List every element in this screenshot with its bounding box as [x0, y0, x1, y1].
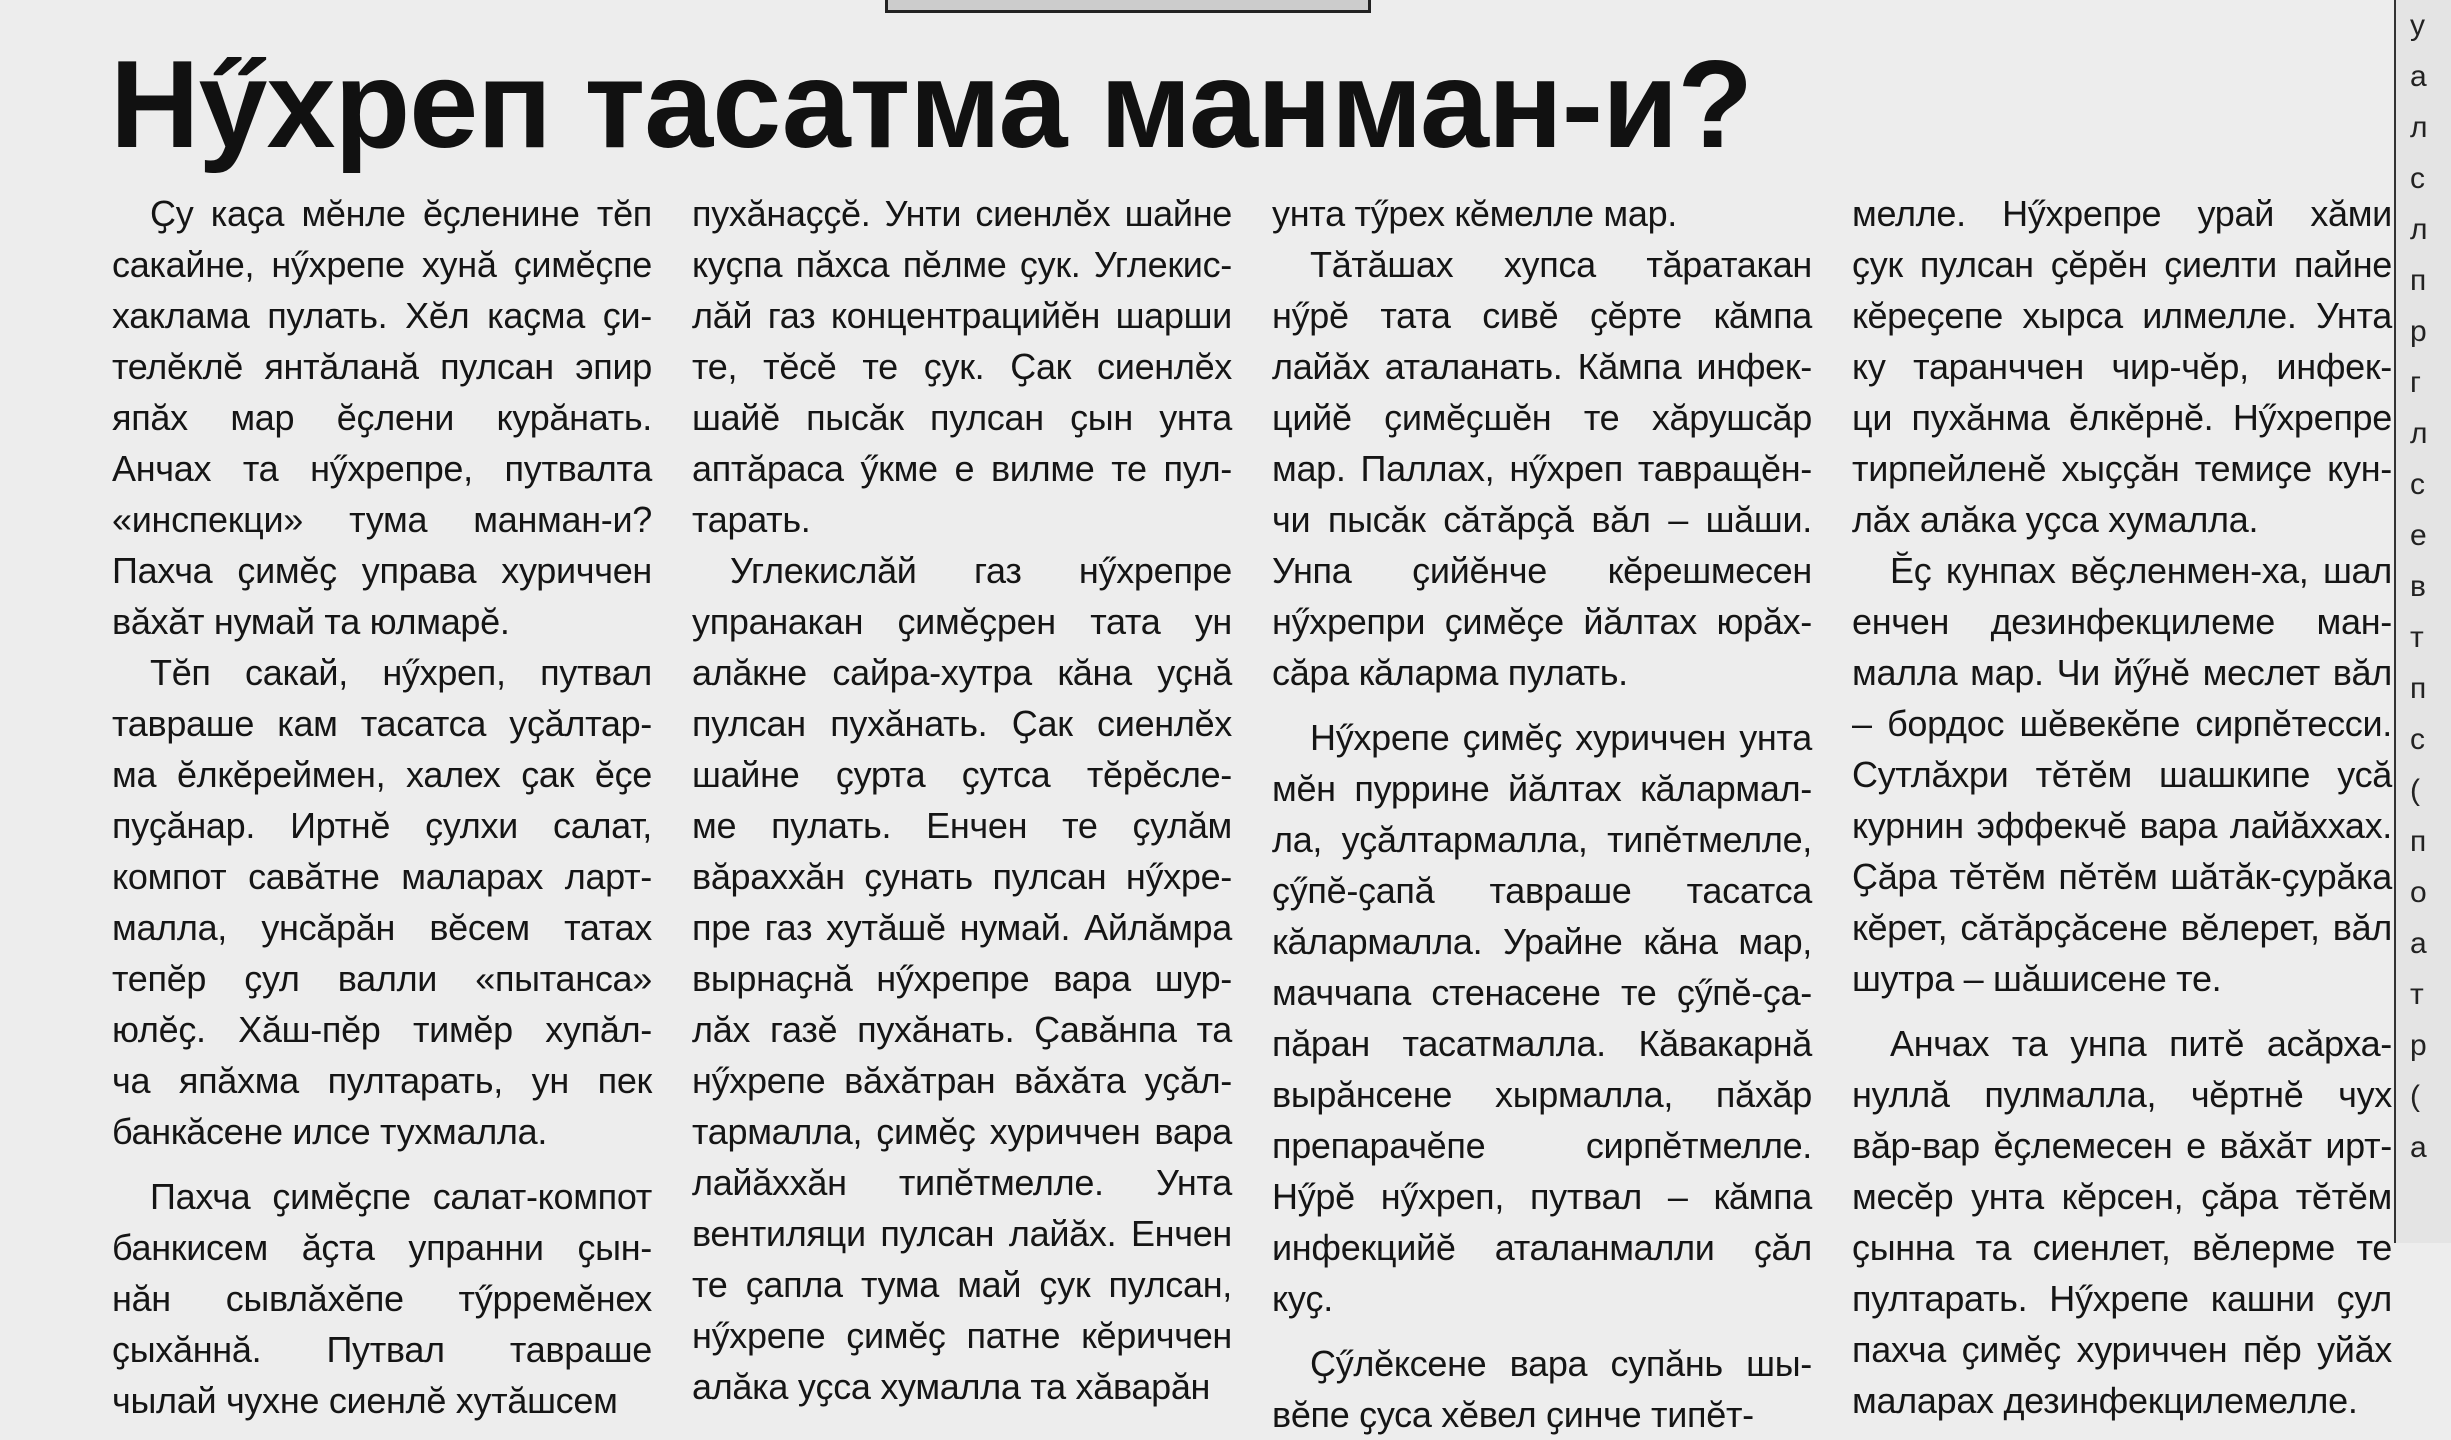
text-line: упранакан ҫимĕҫрен тата ун	[692, 601, 1232, 642]
text-line: чылай чухне сиенлĕ хутăшсем	[112, 1380, 618, 1421]
text-line: тепĕр ҫул валли «пытанса»	[112, 958, 652, 999]
text-line: Анчах та нӳхрепре, путвалта	[112, 448, 652, 489]
edge-letter: т	[2410, 978, 2424, 1011]
text-line: пулсан пухăнать. Ҫак сиенлĕх	[692, 703, 1232, 744]
text-line: ҫук пулсан ҫĕрĕн ҫиелти пайне	[1852, 244, 2392, 285]
text-line: «инспекци» тума манман-и?	[112, 499, 652, 540]
text-line: вăхăт нумай та юлмарĕ.	[112, 601, 510, 642]
text-line: вăраххăн ҫунать пулсан нӳхре-	[692, 856, 1232, 897]
edge-letter: т	[2410, 621, 2424, 654]
edge-letter: п	[2410, 264, 2427, 297]
text-line: ци пухăнма ĕлкĕрнĕ. Нӳхрепре	[1852, 397, 2392, 438]
edge-letter: л	[2410, 213, 2428, 246]
text-line: Пахча ҫимĕҫ управа хуриччен	[112, 550, 652, 591]
text-line: курнин эффекчĕ вара лайăххах.	[1852, 805, 2392, 846]
text-line: шайне ҫурта ҫутса тĕрĕсле-	[692, 754, 1232, 795]
text-line: пре газ хутăшĕ нумай. Айлăмра	[692, 907, 1232, 948]
article-column-2	[692, 188, 1232, 1407]
text-line: Тĕп сакай, нӳхреп, путвал	[150, 652, 652, 693]
text-line: мелле. Нӳхрепре урай хăми	[1852, 193, 2392, 234]
text-line: ҫыхăннă. Путвал тавраше	[112, 1329, 652, 1370]
edge-letter: г	[2410, 366, 2421, 399]
text-line: Нӳхрепе ҫимĕҫ хуриччен унта	[1310, 717, 1812, 758]
text-line: вырнаҫнă нӳхрепре вара шур-	[692, 958, 1232, 999]
edge-letter: в	[2410, 570, 2426, 603]
text-line: япăх мар ĕҫлени курăнать.	[112, 397, 652, 438]
text-line: мĕн пуррине йăлтах кăлармал-	[1272, 768, 1812, 809]
edge-letter: с	[2410, 723, 2425, 756]
text-line: ма ĕлкĕреймен, халех ҫак ĕҫе	[112, 754, 652, 795]
text-line: нуллă пулмалла, чĕртнĕ чух	[1852, 1074, 2392, 1115]
text-line: телĕклĕ янтăланă пулсан эпир	[112, 346, 652, 387]
text-line: ча япăхма пултарать, ун пек	[112, 1060, 652, 1101]
text-line: тармалла, ҫимĕҫ хуриччен вара	[692, 1111, 1232, 1152]
text-line: Ҫу каҫа мĕнле ĕҫленине тĕп	[150, 193, 652, 234]
text-line: пуҫăнар. Иртнĕ ҫулхи салат,	[112, 805, 652, 846]
text-line: чи пысăк сăтăрҫă вăл – шăши.	[1272, 499, 1812, 540]
edge-letter: с	[2410, 162, 2425, 195]
text-line: Нӳрĕ нӳхреп, путвал – кăмпа	[1272, 1176, 1812, 1217]
text-line: маларах дезинфекцилемелле.	[1852, 1380, 2358, 1421]
text-line: тирпейленĕ хыҫҫăн темиҫе кун-	[1852, 448, 2392, 489]
text-line: инфекцийĕ аталанмалли ҫăл	[1272, 1227, 1812, 1268]
edge-letter: с	[2410, 468, 2425, 501]
text-line: Пахча ҫимĕҫпе салат-компот	[150, 1176, 652, 1217]
text-line: пултарать. Нӳхрепе кашни ҫул	[1852, 1278, 2392, 1319]
text-line: пухăнаҫҫĕ. Унти сиенлĕх шайне	[692, 193, 1232, 234]
text-line: Анчах та унпа питĕ асăрха-	[1890, 1023, 2392, 1064]
edge-letter: а	[2410, 60, 2427, 93]
text-line: Ҫăра тĕтĕм пĕтĕм шăтăк-ҫурăка	[1852, 856, 2392, 897]
text-line: кĕреҫепе хырса илмелле. Унта	[1852, 295, 2392, 336]
edge-letter: (	[2410, 1080, 2420, 1113]
text-line: куҫ.	[1272, 1278, 1333, 1319]
edge-letter: а	[2410, 927, 2427, 960]
text-line: тарать.	[692, 499, 811, 540]
article-body	[112, 188, 2392, 1435]
text-line: ҫӳпĕ-ҫапă тавраше тасатса	[1272, 870, 1812, 911]
text-line: компот савăтне маларах ларт-	[112, 856, 652, 897]
text-line: малла мар. Чи йӳнĕ меслет вăл	[1852, 652, 2392, 693]
text-line: ла, уҫăлтармалла, типĕтмелле,	[1272, 819, 1812, 860]
text-line: пăран тасатмалла. Кăвакарнă	[1272, 1023, 1812, 1064]
text-line: лăх газĕ пухăнать. Ҫавăнпа та	[692, 1009, 1232, 1050]
text-line: банкисем ăҫта упранни ҫын-	[112, 1227, 652, 1268]
text-line: пахча ҫимĕҫ хуриччен пĕр уйăх	[1852, 1329, 2392, 1370]
text-line: сăра кăлармa пулать.	[1272, 652, 1628, 693]
text-line: малла, унсăрăн вĕсем татах	[112, 907, 652, 948]
text-line: сакайне, нӳхрепе хунă ҫимĕҫпе	[112, 244, 652, 285]
text-line: месĕр унта кĕрсен, ҫăра тĕтĕм	[1852, 1176, 2392, 1217]
text-line: унта тӳрех кĕмелле мар.	[1272, 193, 1678, 234]
text-line: ме пулать. Енчен те ҫулăм	[692, 805, 1232, 846]
text-line: Унпа ҫийĕнче кĕрешмесен	[1272, 550, 1812, 591]
text-line: Ҫӳлĕксене вара супăнь шы-	[1310, 1343, 1812, 1384]
edge-letter: о	[2410, 876, 2427, 909]
text-line: лăй газ концентрацийĕн шарши	[692, 295, 1232, 336]
text-line: лайăх аталанать. Кăмпа инфек-	[1272, 346, 1812, 387]
article-headline: Нӳхреп тасатма манман-и?	[110, 36, 1753, 174]
text-line: Ĕҫ кунпах вĕҫленмен-ха, шал	[1890, 550, 2392, 591]
edge-letter: у	[2410, 9, 2425, 42]
text-line: банкăсене илсе тухмалла.	[112, 1111, 548, 1152]
text-line: нăн сывлăхĕпе тӳрремĕнех	[112, 1278, 652, 1319]
text-line: нӳхрепе ҫимĕҫ патне кĕриччен	[692, 1315, 1232, 1356]
text-line: ҫынна та сиенлет, вĕлерме те	[1852, 1227, 2392, 1268]
edge-letter: е	[2410, 519, 2427, 552]
text-line: маччапа стенасене те ҫӳпĕ-ҫа-	[1272, 972, 1812, 1013]
text-line: те, тĕсĕ те ҫук. Ҫак сиенлĕх	[692, 346, 1232, 387]
text-line: юлĕҫ. Хăш-пĕр тимĕр хупăл-	[112, 1009, 652, 1050]
text-line: кăлармалла. Урайне кăна мар,	[1272, 921, 1812, 962]
article-column-1	[112, 188, 652, 1421]
text-line: кĕрет, сăтăрҫăсене вĕлерет, вăл	[1852, 907, 2392, 948]
text-line: вăр-вар ĕҫлемесен е вăхăт ирт-	[1852, 1125, 2392, 1166]
edge-letter: р	[2410, 1029, 2427, 1062]
text-line: ку таранччен чир-чĕр, инфек-	[1852, 346, 2392, 387]
text-line: тавраше кам тасатса уҫăлтар-	[112, 703, 652, 744]
text-line: аптăраса ӳкме е вилме те пул-	[692, 448, 1232, 489]
text-line: нӳхрепри ҫимĕҫе йăлтах юрăх-	[1272, 601, 1812, 642]
text-line: Сутлăхри тĕтĕм шашкипе усă	[1852, 754, 2392, 795]
text-line: Тăтăшах хупса тăратакан	[1310, 244, 1812, 285]
text-line: куҫпа пăхса пĕлме ҫук. Углекис-	[692, 244, 1232, 285]
top-banner-box	[885, 0, 1371, 13]
text-line: лăх алăка уҫса хумалла.	[1852, 499, 2259, 540]
adjacent-page-edge	[2394, 0, 2451, 1243]
text-line: алăкне сайра-хутра кăна уҫнă	[692, 652, 1232, 693]
text-line: – бордос шĕвекĕпе сирпĕтесси.	[1852, 703, 2392, 744]
text-line: вĕпе ҫуса хĕвел ҫинче типĕт-	[1272, 1394, 1754, 1435]
text-line: нӳхрепе вăхăтран вăхăта уҫăл-	[692, 1060, 1232, 1101]
text-line: алăка уҫса хумалла та хăварăн	[692, 1366, 1211, 1407]
article-column-3	[1272, 188, 1812, 1435]
text-line: цийĕ ҫимĕҫшĕн те хăрушсăр	[1272, 397, 1812, 438]
text-line: нӳрĕ тата сивĕ ҫĕрте кăмпа	[1272, 295, 1812, 336]
text-line: Углекислăй газ нӳхрепре	[730, 550, 1232, 591]
article-column-4	[1852, 188, 2392, 1421]
text-line: хаклама пулать. Хĕл каҫма ҫи-	[112, 295, 652, 336]
text-line: те ҫапла тума май ҫук пулсан,	[692, 1264, 1232, 1305]
text-line: вентиляци пулсан лайăх. Енчен	[692, 1213, 1232, 1254]
text-line: лайăххăн типĕтмелле. Унта	[692, 1162, 1232, 1203]
edge-letter: (	[2410, 774, 2420, 807]
text-line: шутра – шăшисене те.	[1852, 958, 2222, 999]
edge-letter: р	[2410, 315, 2427, 348]
edge-letter: а	[2410, 1131, 2427, 1164]
text-line: вырăнсене хырмалла, пăхăр	[1272, 1074, 1812, 1115]
text-line: препарачĕпе сирпĕтмелле.	[1272, 1125, 1812, 1166]
text-line: шайĕ пысăк пулсан ҫын унта	[692, 397, 1232, 438]
text-line: енчен дезинфекцилеме ман-	[1852, 601, 2392, 642]
edge-letter: л	[2410, 417, 2428, 450]
text-line: мар. Паллах, нӳхреп тавращĕн-	[1272, 448, 1812, 489]
edge-letter: л	[2410, 111, 2428, 144]
edge-letter: п	[2410, 672, 2427, 705]
edge-letter: п	[2410, 825, 2427, 858]
